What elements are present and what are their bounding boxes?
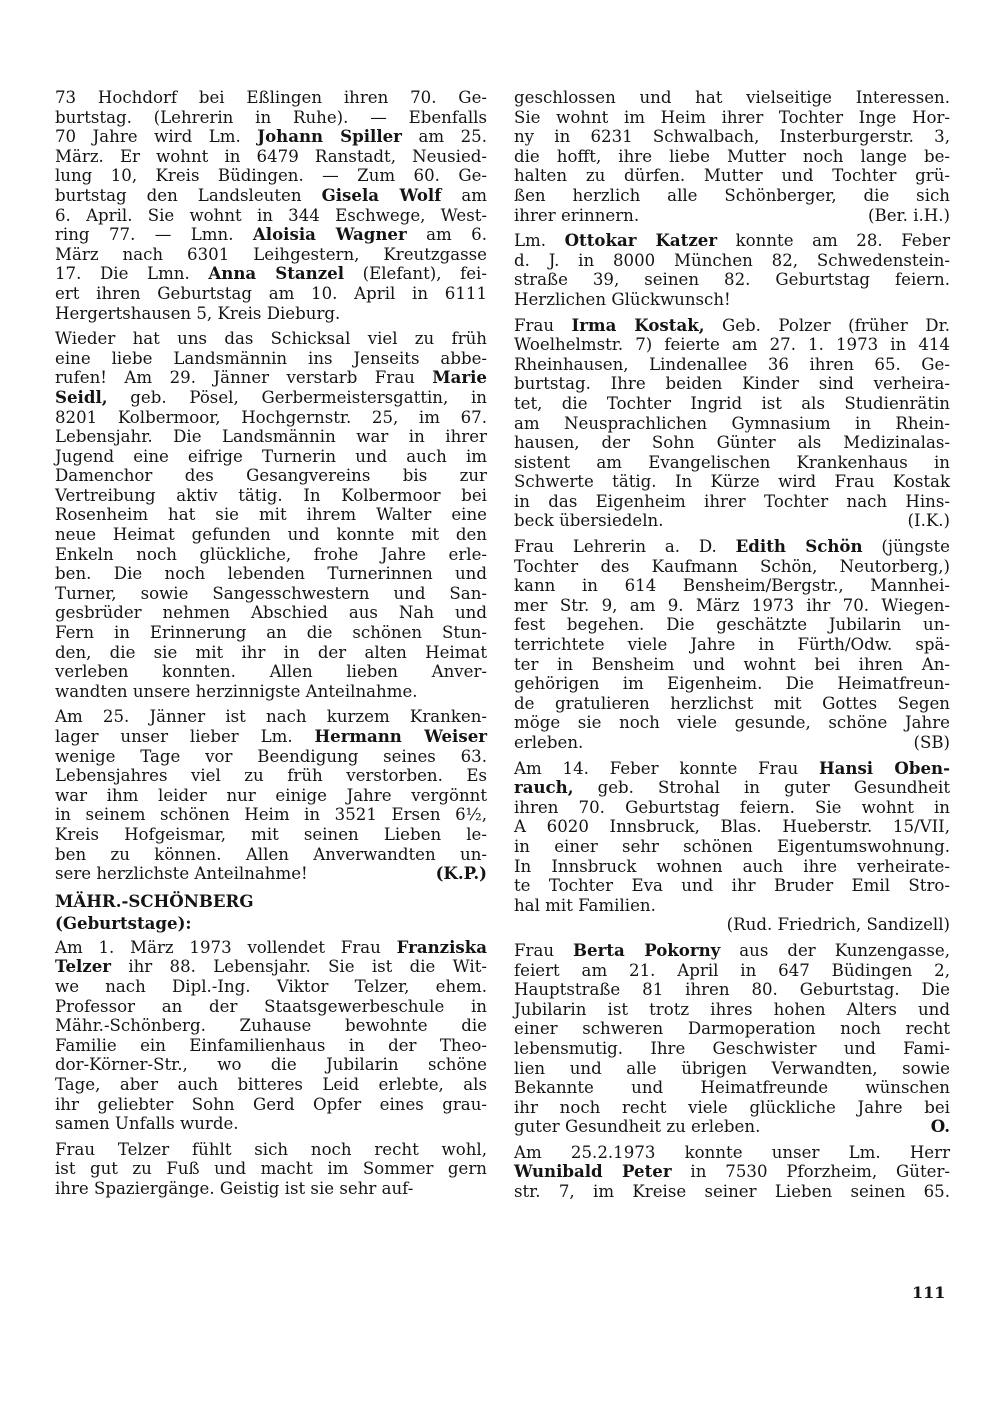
right-column [514, 88, 950, 1208]
article-paragraph [514, 231, 950, 309]
text-line: Tage, aber auch bitteres Leid erlebte, als [55, 1074, 487, 1094]
text-line: Woelhelmstr. 7) feierte am 27. 1. 1973 in 414 [514, 335, 950, 355]
text-line: Rosenheim hat sie mit ihrem Walter eine [55, 505, 487, 525]
signature-line: erleben. (SB) [514, 733, 950, 752]
text-line: Rheinhausen, Lindenallee 36 ihren 65. Ge- [514, 354, 950, 374]
text-line: ihren 70. Geburtstag feiern. Sie wohnt in [514, 797, 950, 817]
signature-line: beck übersiedeln. (I.K.) [514, 511, 950, 531]
text-line: ter in Bensheim und wohnt bei ihren An- [514, 654, 950, 674]
person-name: Edith Schön [735, 536, 863, 557]
text-line: Damenchor des Gesangvereins bis zur [55, 466, 487, 486]
person-name: Hermann Weiser [314, 726, 488, 746]
left-column-paragraphs [55, 88, 487, 884]
text-line: Vertreibung aktiv tätig. In Kolbermoor bei [55, 485, 487, 505]
article-paragraph [55, 329, 487, 701]
text-line: den, die sie mit ihr in der alten Heimat [55, 642, 487, 662]
text-line: rufen! Am 29. Jänner verstarb Frau Marie [55, 367, 487, 388]
text-line: Hergertshausen 5, Kreis Dieburg. [55, 303, 341, 323]
text-line: hausen, der Sohn Günter als Medizinalas- [514, 433, 950, 453]
text-line: einer schweren Darmoperation noch recht [514, 1019, 950, 1039]
signature-line: guter Gesundheit zu erleben. O. [514, 1116, 950, 1137]
text-line: dor-Körner-Str., wo die Jubilarin schöne [55, 1055, 487, 1075]
text-line: halten zu dürfen. Mutter und Tochter grü- [514, 166, 950, 186]
left-column [55, 88, 487, 1204]
text-line: 8201 Kolbermoor, Hochgernstr. 25, im 67. [55, 407, 487, 427]
right-column-paragraphs [514, 88, 950, 1202]
text-line: 70 Jahre wird Lm. Johann Spiller am 25. [55, 126, 487, 147]
text-line: Frau Irma Kostak, Geb. Polzer (früher Dr. [514, 314, 950, 335]
text-line: In Innsbruck wohnen auch ihre verheirate- [514, 856, 950, 876]
text-line: Familie ein Einfamilienhaus in der Theo- [55, 1035, 487, 1055]
text-line: Frau Lehrerin a. D. Edith Schön (jüngste [514, 536, 950, 557]
person-name: Seidl, [55, 386, 108, 407]
person-name: Hansi Oben- [818, 757, 951, 778]
text-line: Tochter des Kaufmann Schön, Neutorberg,) [514, 556, 950, 576]
text-line: Am 25.2.1973 konnte unser Lm. Herr [514, 1142, 950, 1162]
text-line: Jubilarin ist trotz ihres hohen Alters und [514, 999, 950, 1019]
text-line: Mähr.-Schönberg. Zuhause bewohnte die [55, 1016, 487, 1036]
person-name: Telzer [55, 956, 112, 977]
text-line: mer Str. 9, am 9. März 1973 ihr 70. Wiegen- [514, 595, 950, 615]
text-line: möge sie noch viele gesunde, schöne Jahre [514, 713, 950, 733]
text-line: geschlossen und hat vielseitige Interessen. [514, 88, 950, 107]
text-line: Schwerte tätig. In Kürze wird Frau Kostak [514, 472, 950, 492]
text-line: lager unser lieber Lm. Hermann Weiser [55, 726, 488, 746]
text-line: Hauptstraße 81 ihren 80. Geburtstag. Die [514, 980, 950, 1000]
text-line: Frau Berta Pokorny aus der Kunzengasse, [514, 939, 950, 960]
text-line: ist gut zu Fuß und macht im Sommer gern [55, 1159, 487, 1179]
text-line: lebensmutig. Ihre Geschwister und Fami- [514, 1038, 950, 1058]
text-line: März nach 6301 Leihgestern, Kreutzgasse [55, 244, 487, 264]
section-paragraphs [55, 938, 487, 1199]
text-line: ben. Die noch lebenden Turnerinnen und [55, 564, 487, 584]
person-name: Johann Spiller [257, 126, 402, 147]
person-name: Ottokar Katzer [564, 230, 718, 251]
text-line: die hofft, ihre liebe Mutter noch lange be- [514, 146, 950, 166]
article-paragraph [55, 707, 487, 883]
signature-line: sere herzlichste Anteilnahme! (K.P.) [55, 863, 487, 884]
text-line: feiert am 21. April in 647 Büdingen 2, [514, 960, 950, 980]
section-subheading: (Geburtstage): [55, 912, 192, 933]
text-line: burtstag den Landsleuten Gisela Wolf am [55, 184, 488, 205]
text-line: ihr geliebter Sohn Gerd Opfer eines grau- [55, 1094, 487, 1114]
text-line: str. 7, im Kreise seiner Lieben seinen 65. [514, 1182, 950, 1202]
text-line: ny in 6231 Schwalbach, Insterburgerstr. 3, [514, 127, 950, 147]
article-paragraph [514, 1143, 950, 1202]
text-line: fest begehen. Die geschätzte Jubilarin un- [514, 615, 950, 635]
text-line: Am 25. Jänner ist nach kurzem Kranken- [55, 707, 487, 727]
text-line: Enkeln noch glückliche, frohe Jahre erle- [55, 544, 487, 564]
text-line: März. Er wohnt in 6479 Ranstadt, Neusied- [55, 146, 487, 166]
person-name: Franziska [396, 936, 487, 957]
text-line: Lm. Ottokar Katzer konnte am 28. Feber [514, 230, 951, 251]
text-line: Kreis Hofgeismar, mit seinen Lieben le- [55, 824, 487, 844]
author-signature: (K.P.) [435, 863, 487, 884]
text-line: lung 10, Kreis Büdingen. — Zum 60. Ge- [55, 166, 487, 186]
article-paragraph [514, 316, 950, 532]
text-line: tet, die Tochter Ingrid ist als Studienrätin [514, 393, 950, 413]
text-line: ert ihren Geburtstag am 10. April in 6111 [55, 283, 487, 303]
text-line: sistent am Evangelischen Krankenhaus in [514, 452, 950, 472]
text-line: ben zu können. Allen Anverwandten un- [55, 844, 487, 864]
text-line: Am 14. Feber konnte Frau Hansi Oben- [514, 757, 951, 778]
text-line: Jugend eine eifrige Turnerin und auch im [55, 446, 487, 466]
person-name: Wunibald Peter [514, 1161, 672, 1182]
article-paragraph [514, 941, 950, 1137]
text-line: wenige Tage vor Beendigung seines 63. [55, 746, 487, 766]
text-line: eine liebe Landsmännin ins Jenseits abbe- [55, 348, 487, 368]
text-line: rauch, geb. Strohal in guter Gesundheit [514, 777, 950, 798]
text-line: Lebensjahr. Die Landsmännin war in ihrer [55, 427, 487, 447]
text-line: ihre Spaziergänge. Geistig ist sie sehr auf- [55, 1178, 414, 1198]
author-signature: (SB) [913, 733, 950, 752]
text-line: Wunibald Peter in 7530 Pforzheim, Güter- [514, 1161, 950, 1182]
text-line: Telzer ihr 88. Lebensjahr. Sie ist die Wit- [55, 956, 487, 977]
article-paragraph [514, 537, 950, 753]
text-line: am Neusprachlichen Gymnasium in Rhein- [514, 413, 950, 433]
text-line: samen Unfalls wurde. [55, 1114, 239, 1134]
text-line: wandten unsere herzinnigste Anteilnahme. [55, 681, 418, 701]
author-signature: O. [930, 1116, 950, 1137]
text-line: ihr noch recht viele glückliche Jahre bei [514, 1097, 950, 1117]
text-line: te Tochter Eva und ihr Bruder Emil Stro- [514, 876, 950, 896]
text-line: Wieder hat uns das Schicksal viel zu früh [55, 329, 487, 349]
text-line: Fern in Erinnerung an die schönen Stun- [55, 623, 487, 643]
text-line: 73 Hochdorf bei Eßlingen ihren 70. Ge- [55, 88, 487, 107]
article-paragraph [55, 1140, 487, 1199]
article-paragraph [55, 88, 487, 323]
person-name: Anna Stanzel [208, 263, 345, 284]
person-name: Irma Kostak, [571, 314, 705, 335]
article-paragraph [514, 88, 950, 225]
text-line: in seinem schönen Heim in 3521 Ersen 6½, [55, 805, 487, 825]
text-line: Frau Telzer fühlt sich noch recht wohl, [55, 1139, 487, 1159]
author-signature: (Rud. Friedrich, Sandizell) [726, 915, 950, 935]
section-heading: MÄHR.-SCHÖNBERG [55, 890, 254, 911]
text-line: gesbrüder nehmen Abschied aus Nah und [55, 603, 487, 623]
text-line: gehörigen im Eigenheim. Die Heimatfreun- [514, 674, 950, 694]
person-name: Aloisia Wagner [252, 224, 407, 245]
text-line: 17. Die Lmn. Anna Stanzel (Elefant), fei- [55, 263, 487, 284]
text-line: kann in 614 Bensheim/Bergstr., Mannhei- [514, 576, 950, 596]
text-line: hal mit Familien. [514, 895, 656, 915]
text-line: burtstag. (Lehrerin in Ruhe). — Ebenfalls [55, 107, 487, 127]
text-line: straße 39, seinen 82. Geburtstag feiern. [514, 270, 950, 290]
author-signature: (I.K.) [907, 511, 950, 531]
text-line: lien und alle übrigen Verwandten, sowie [514, 1058, 950, 1078]
page-number: 111 [912, 1283, 946, 1302]
text-line: Herzlichen Glückwunsch! [514, 289, 731, 309]
person-name: rauch, [514, 777, 574, 798]
text-line: 6. April. Sie wohnt in 344 Eschwege, West- [55, 205, 487, 225]
text-line: burtstag. Ihre beiden Kinder sind verheira- [514, 374, 950, 394]
text-line: A 6020 Innsbruck, Blas. Hueberstr. 15/VII, [514, 817, 950, 837]
text-line: Lebensjahres viel zu früh verstorben. Es [55, 766, 487, 786]
text-line: war ihm leider nur einige Jahre vergönnt [55, 785, 487, 805]
text-line: verleben konnten. Allen lieben Anver- [55, 662, 487, 682]
text-line: neue Heimat gefunden und konnte mit den [55, 525, 487, 545]
signature-line: ihrer erinnern. (Ber. i.H.) [514, 205, 950, 225]
text-line: in das Eigenheim ihrer Tochter nach Hins- [514, 491, 950, 511]
text-line: Am 1. März 1973 vollendet Frau Franziska [55, 936, 487, 957]
text-line: ring 77. — Lmn. Aloisia Wagner am 6. [55, 224, 487, 245]
person-name: Berta Pokorny [573, 939, 721, 960]
text-line: in einer sehr schönen Eigentumswohnung. [514, 836, 950, 856]
article-paragraph [514, 759, 950, 935]
text-line: Professor an der Staatsgewerbeschule in [55, 996, 487, 1016]
text-line: Bekannte und Heimatfreunde wünschen [514, 1078, 950, 1098]
text-line: Turner, sowie Sangesschwestern und San- [55, 583, 487, 603]
text-line: Sie wohnt im Heim ihrer Tochter Inge Hor- [514, 107, 950, 127]
text-line: we nach Dipl.-Ing. Viktor Telzer, ehem. [55, 976, 487, 996]
text-line: terrichtete viele Jahre in Fürth/Odw. spä- [514, 635, 950, 655]
text-line: d. J. in 8000 München 82, Schwedenstein- [514, 250, 950, 270]
text-line: de gratulieren herzlichst mit Gottes Segen [514, 693, 950, 713]
author-signature: (Ber. i.H.) [868, 205, 950, 225]
person-name: Gisela Wolf [321, 184, 442, 205]
article-paragraph [55, 938, 487, 1134]
text-line: ßen herzlich alle Schönberger, die sich [514, 185, 950, 205]
text-line: Seidl, geb. Pösel, Gerbermeistersgattin, in [55, 386, 487, 407]
person-name: Marie [432, 367, 487, 388]
